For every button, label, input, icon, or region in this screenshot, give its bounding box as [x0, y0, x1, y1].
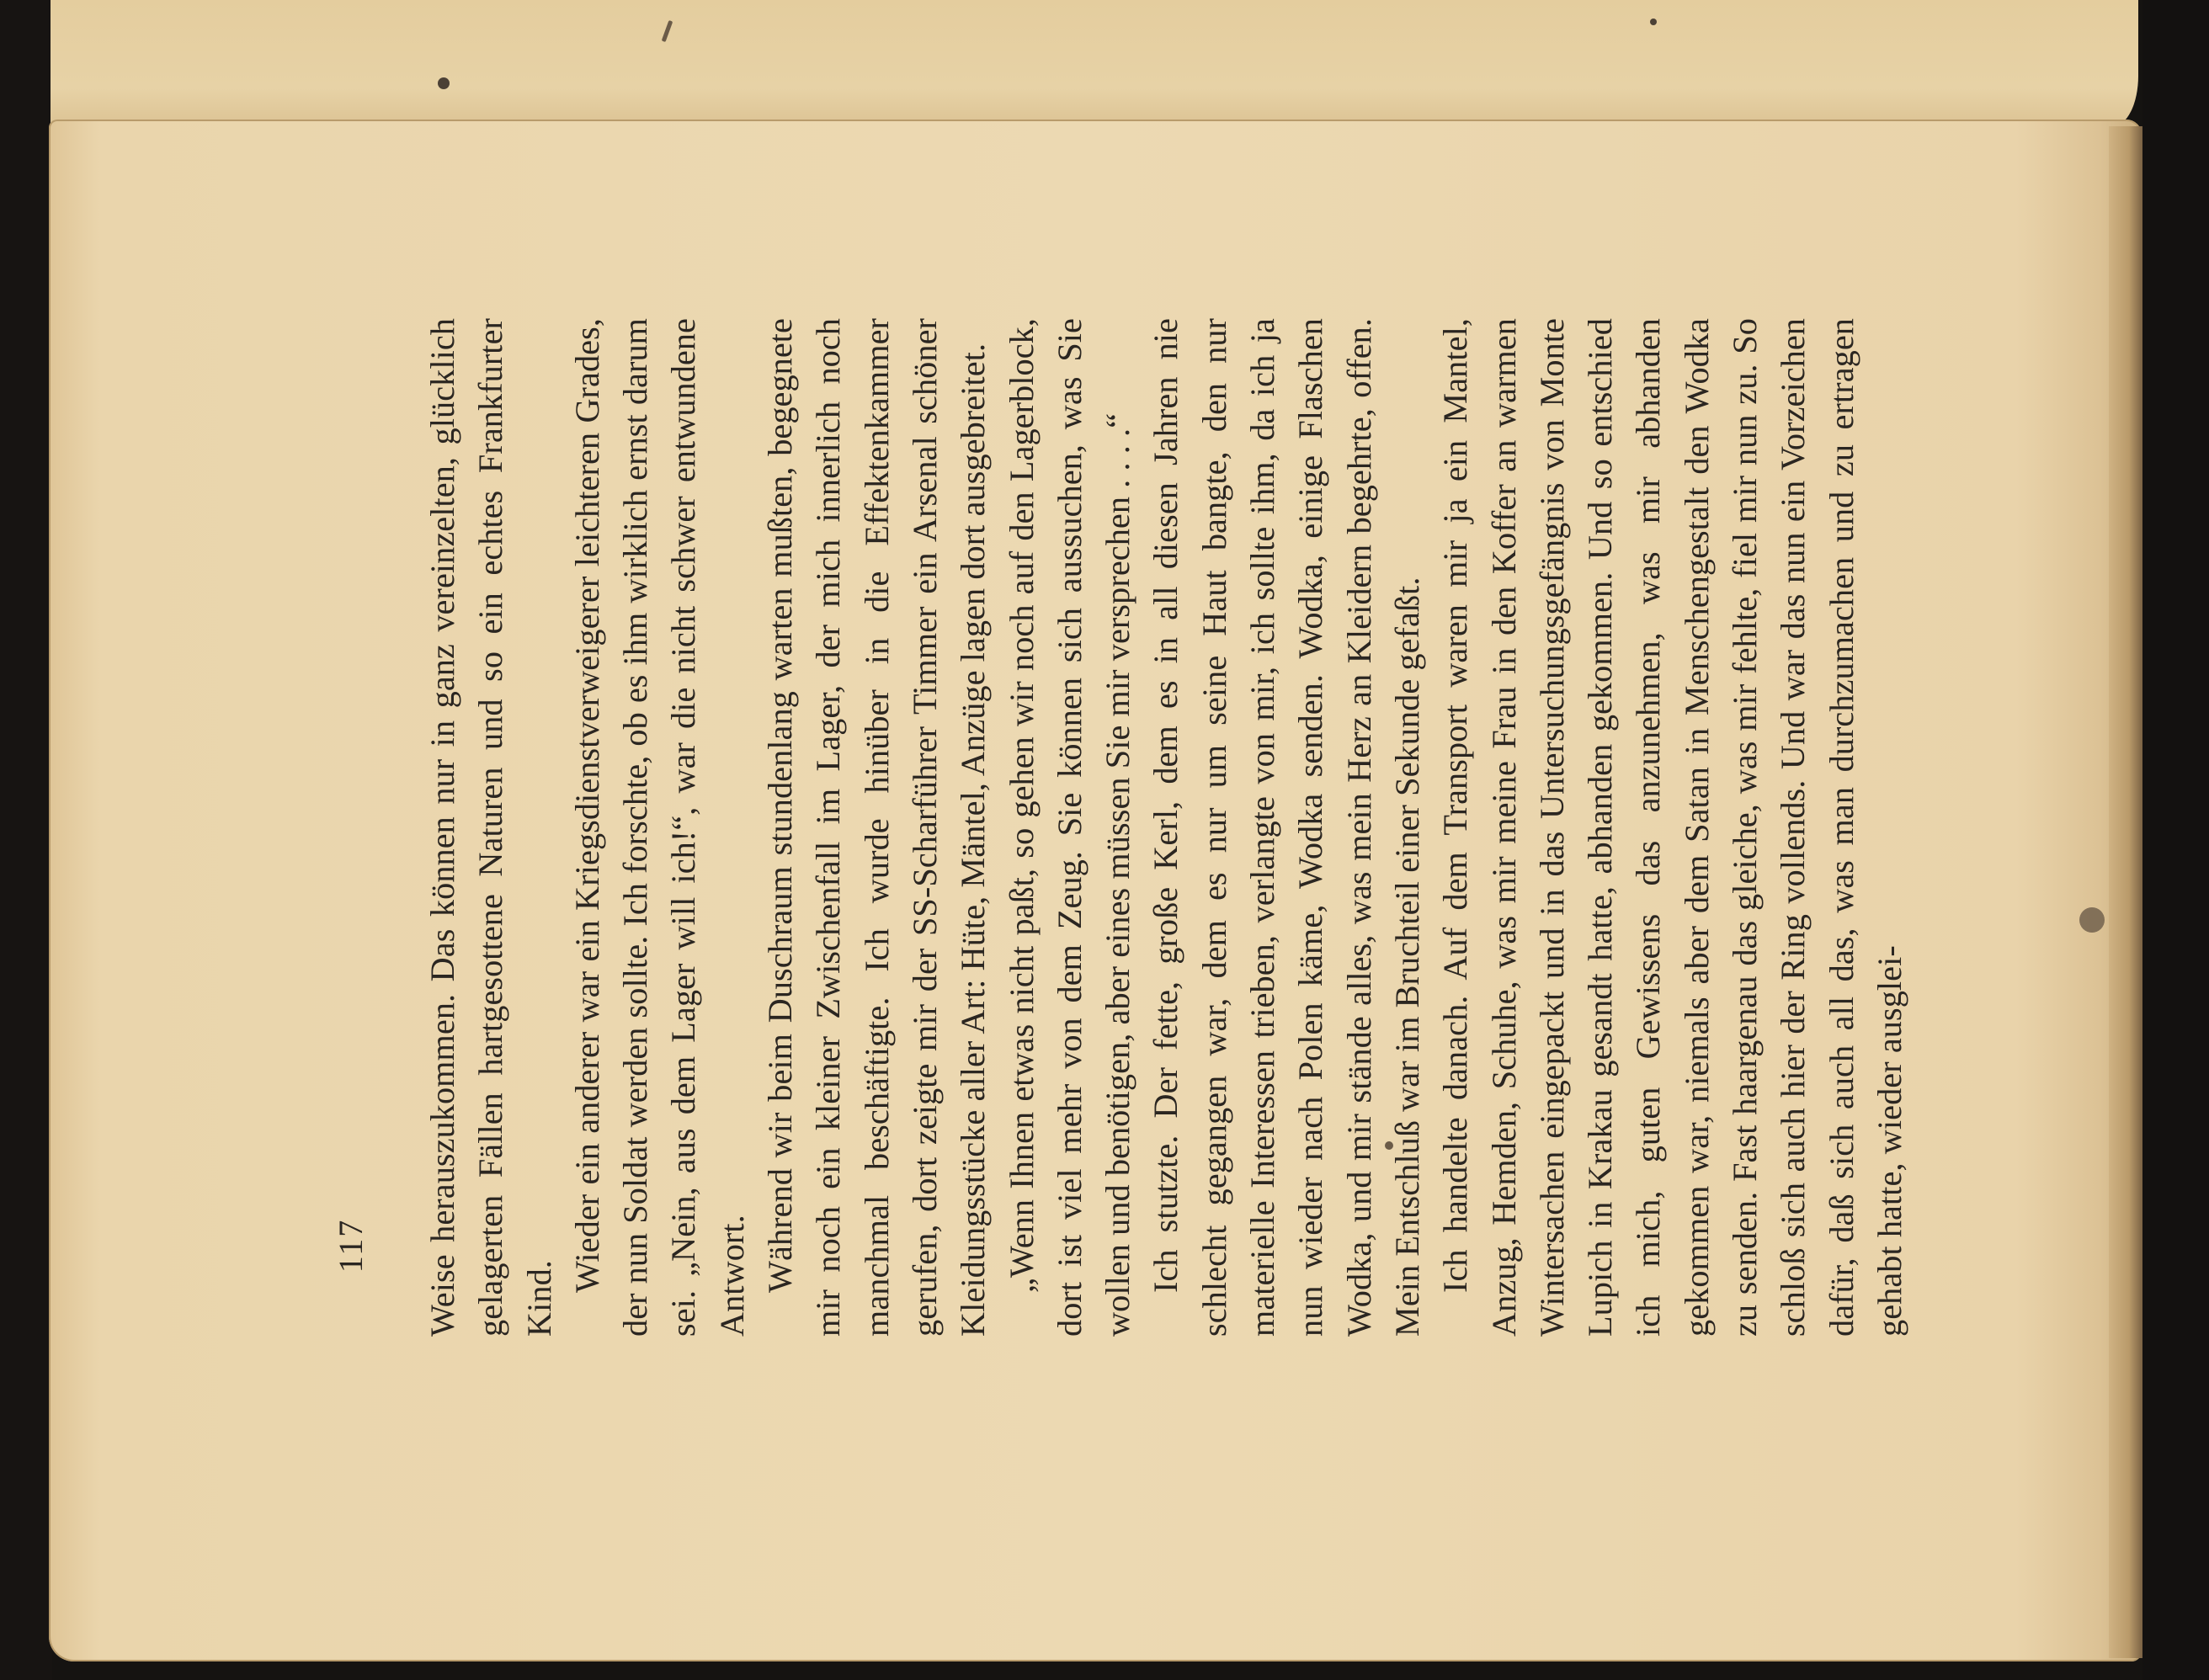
- paper-speck: [438, 77, 450, 89]
- page-number: 117: [332, 1218, 370, 1273]
- page-text: [418, 318, 1908, 1337]
- paragraph: Während wir beim Duschraum stundenlang warten mußten, begegnete mir noch ein kleiner Zwischenfall im Lager, der mich innerlich noch manchmal beschäftigte. Ich wurde hinüber in die Effektenkammer gerufen, dort zeigte mir der SS-Scharführer Timmer ein Arsenal schöner Kleidungsstücke aller Art: Hüte, Mäntel, Anzüge lagen dort ausgebreitet.: [761, 318, 993, 1337]
- paragraph: Ich stutzte. Der fette, große Kerl, dem es in all diesen Jahren nie schlecht gegangen war, dem es nur um seine Haut bangte, den nur materielle Interessen trieben, verlangte von mir, ich sollte ihm, da ich ja nun wieder nach Polen käme, Wodka senden. Wodka, einige Flaschen Wodka, und mir stände alles, was mein Herz an Kleidern begehrte, offen. Mein Entschluß war im Bruchteil einer Sekunde gefaßt.: [1147, 318, 1426, 1337]
- paper-speck: [2079, 907, 2105, 933]
- facing-page-edge: [51, 0, 2138, 126]
- book-gutter: [2109, 126, 2142, 1658]
- paragraph: Wieder ein anderer war ein Kriegsdienstverweigerer leichteren Grades, der nun Soldat werden sollte. Ich forschte, ob es ihm wirklich ernst darum sei. „Nein, aus dem Lager will ich!“, war die nicht schwer entwundene Antwort.: [567, 318, 751, 1337]
- paragraph: „Wenn Ihnen etwas nicht paßt, so gehen wir noch auf den Lagerblock, dort ist viel mehr von dem Zeug. Sie können sich aussuchen, was Sie wollen und benötigen, aber eines müssen Sie mir versprechen . . . .“: [1002, 318, 1137, 1337]
- paragraph: Ich handelte danach. Auf dem Transport waren mir ja ein Mantel, Anzug, Hemden, Schuhe, was mir meine Frau in den Koffer an warmen Wintersachen eingepackt und in das Untersuchungsgefängnis von Monte Lupich in Krakau gesandt hatte, abhanden gekommen. Und so entschied ich mich, guten Gewissens das anzunehmen, was mir abhanden gekommen war, niemals aber dem Satan in Menschengestalt den Wodka zu senden. Fast haargenau das gleiche, was mir fehlte, fiel mir nun zu. So schloß sich auch hier der Ring vollends. Und war das nun ein Vorzeichen dafür, daß sich auch all das, was man durchzumachen und zu ertragen gehabt hatte, wieder ausglei-: [1436, 318, 1908, 1337]
- scan-background-right: [2142, 0, 2209, 1680]
- paper-speck: [1650, 19, 1657, 25]
- paragraph: Weise herauszukommen. Das können nur in ganz vereinzelten, glücklich gelagerten Fällen hartgesottene Naturen und so ein echtes Frankfurter Kind.: [423, 318, 558, 1337]
- scan-background-left: [0, 0, 52, 1680]
